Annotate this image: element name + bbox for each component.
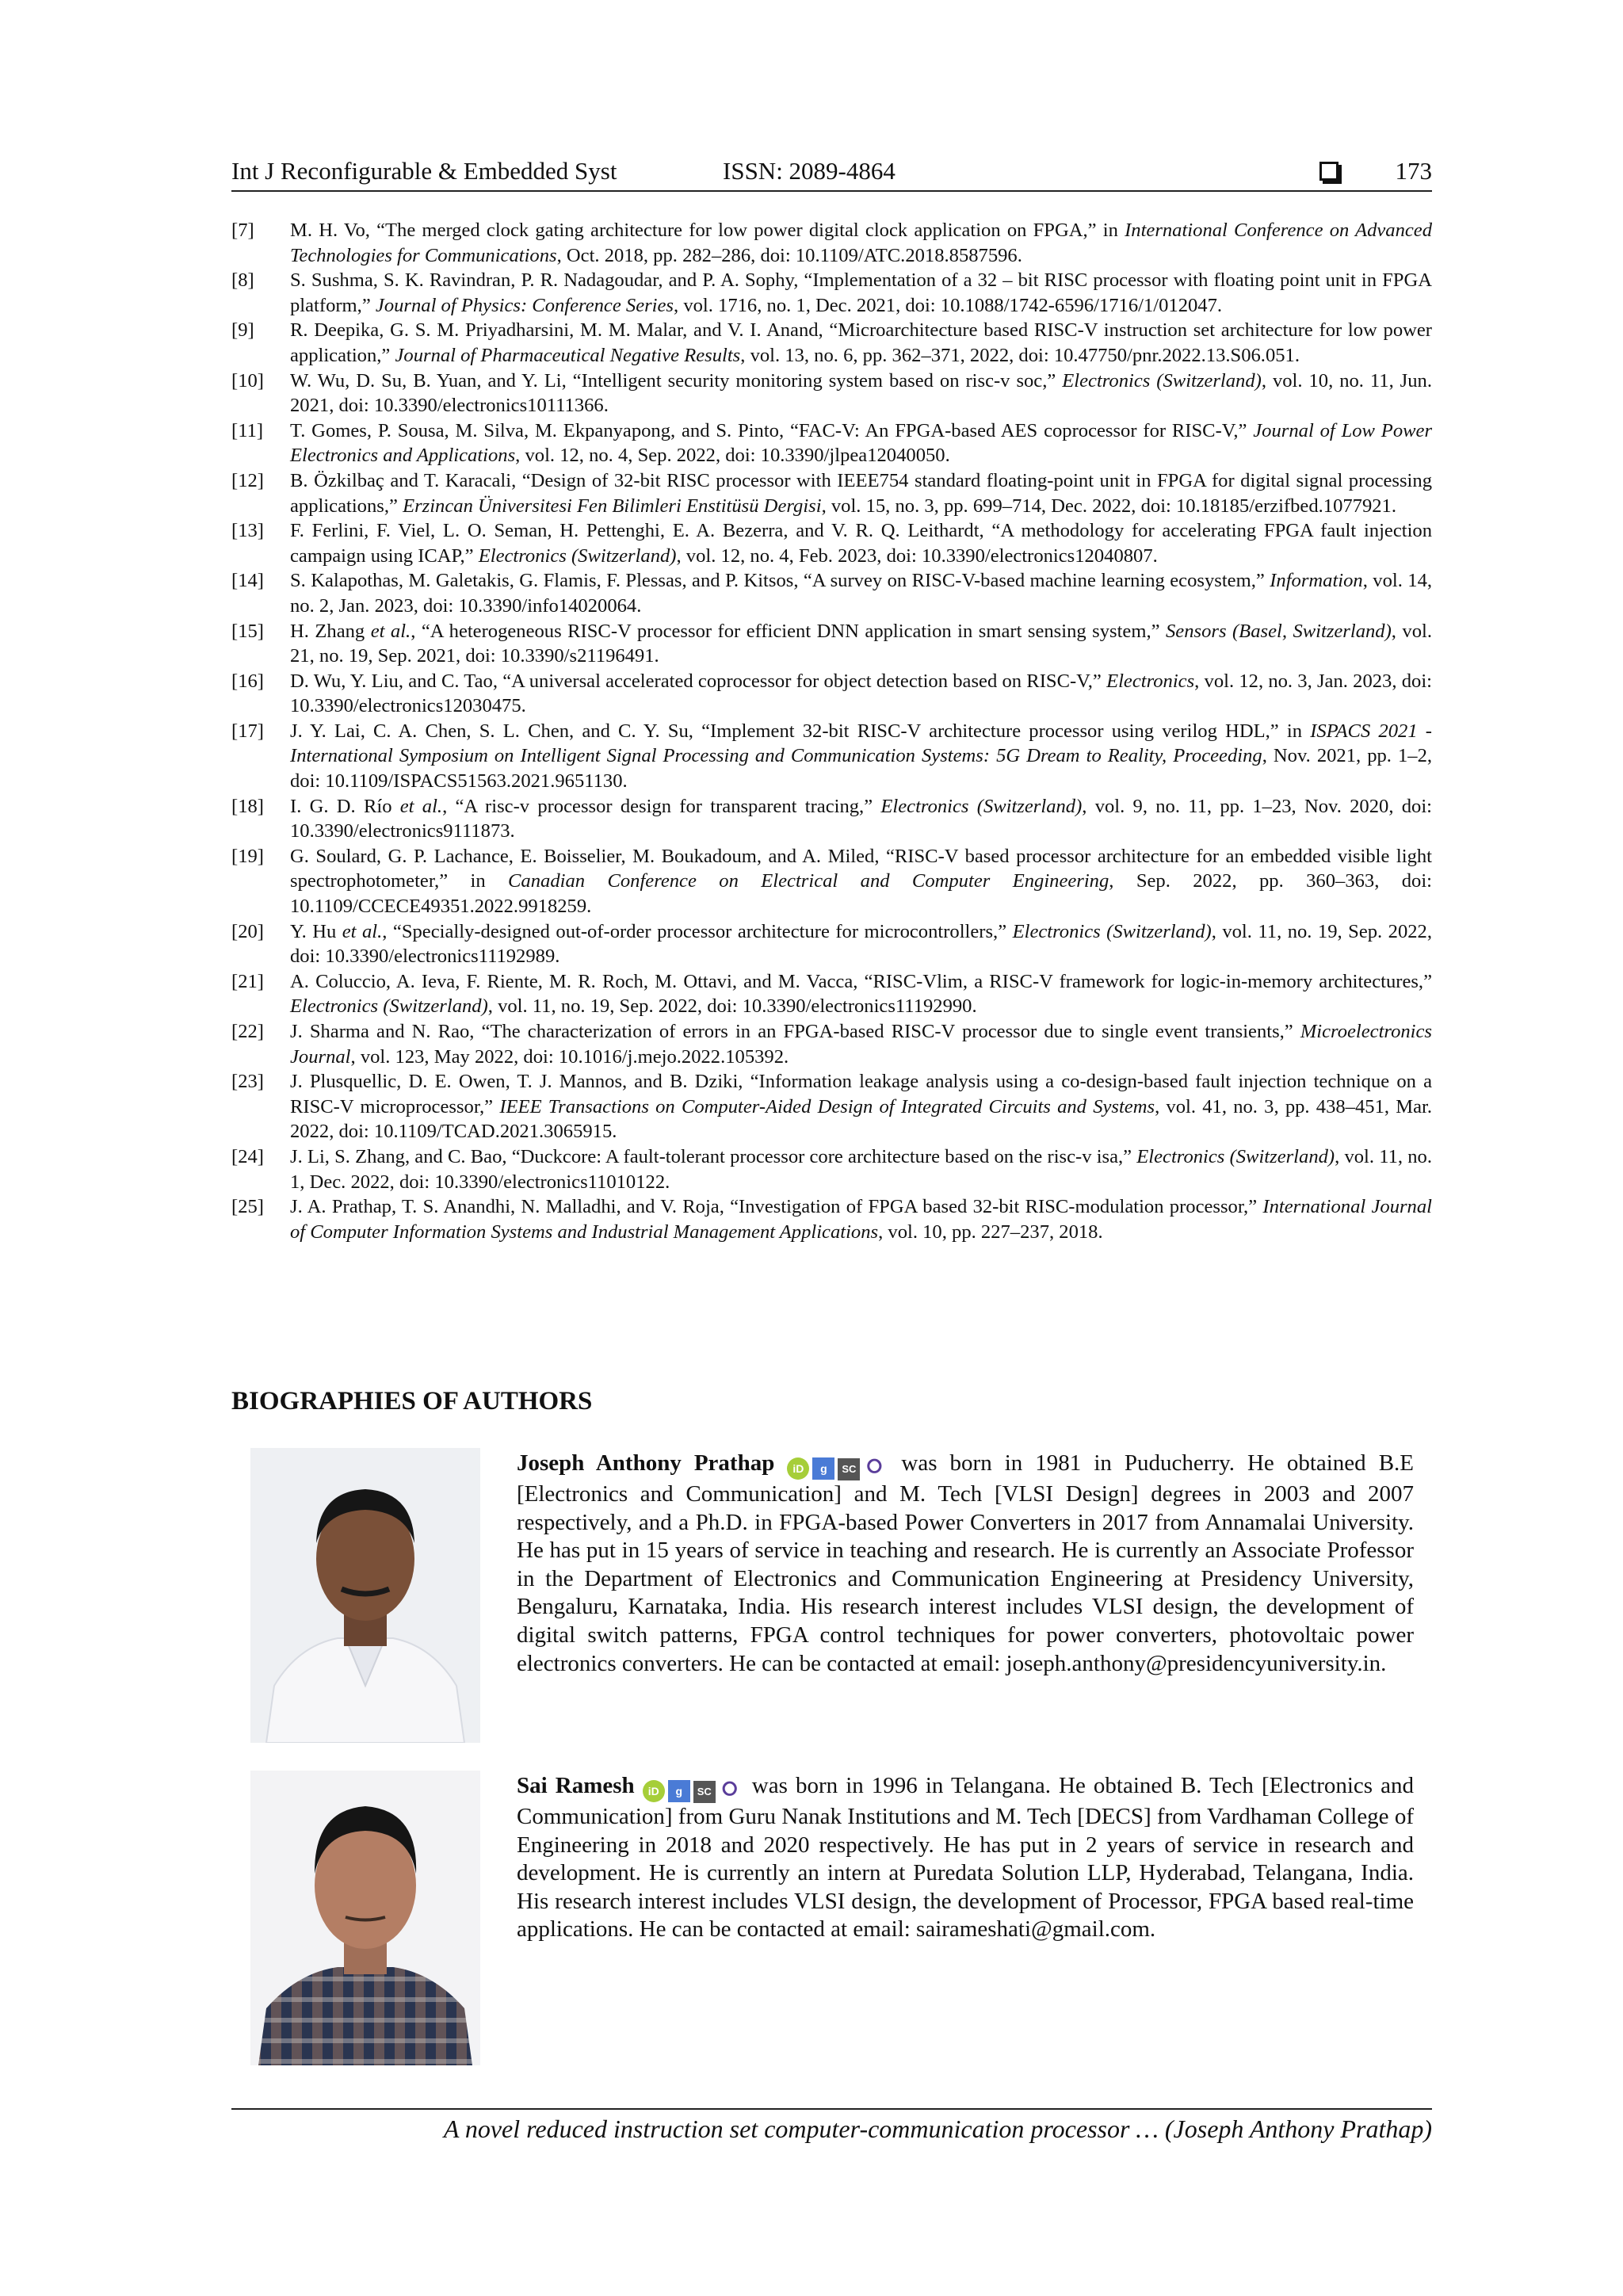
author-bio-text xyxy=(517,1450,1414,1678)
reference-authors-title: T. Gomes, P. Sousa, M. Silva, M. Ekpanyapong, and S. Pinto, “FAC-V: An FPGA-based AES coprocessor for RISC-V,” xyxy=(290,419,1254,441)
page-number: 173 xyxy=(1395,157,1432,185)
reference-title: , “Specially-designed out-of-order processor architecture for microcontrollers,” xyxy=(382,920,1013,942)
orcid-icon[interactable]: iD xyxy=(643,1780,665,1802)
reference-venue: Electronics (Switzerland) xyxy=(290,995,488,1018)
author-name: Joseph Anthony Prathap xyxy=(517,1450,775,1476)
reference-details: , vol. 41, no. 3, pp. 438–451, Mar. 2022, doi: 10.1109/TCAD.2021.3065915. xyxy=(290,1095,1432,1143)
reference-number: [12] xyxy=(231,469,264,491)
reference-details: , vol. 14, no. 2, Jan. 2023, doi: 10.3390/info14020064. xyxy=(290,570,1433,617)
reference-item xyxy=(231,969,1432,1019)
reference-et-al: et al. xyxy=(399,795,443,817)
reference-number: [16] xyxy=(231,670,264,692)
reference-details: , vol. 10, pp. 227–237, 2018. xyxy=(878,1221,1103,1243)
reference-venue: ISPACS 2021 - International Symposium on Intelligent Signal Processing and Communication Systems: 5G Dream to Reality, Proceeding xyxy=(290,720,1432,767)
reference-venue: Journal of Low Power Electronics and Applications xyxy=(290,419,1433,467)
reference-item xyxy=(231,719,1432,794)
reference-item xyxy=(231,1144,1432,1194)
reference-item xyxy=(231,418,1432,468)
author-photo xyxy=(250,1771,480,2065)
reference-details: , vol. 10, no. 11, Jun. 2021, doi: 10.3390/electronics10111366. xyxy=(290,369,1432,417)
footer-rule xyxy=(231,2108,1432,2110)
reference-number: [19] xyxy=(231,845,264,867)
reference-number: [9] xyxy=(231,319,254,342)
author-name: Sai Ramesh xyxy=(517,1773,635,1798)
reference-details: , vol. 1716, no. 1, Dec. 2021, doi: 10.1088/1742-6596/1716/1/012047. xyxy=(674,294,1223,316)
reference-venue: Electronics (Switzerland) xyxy=(1136,1145,1335,1167)
reference-number: [18] xyxy=(231,795,264,817)
journal-name: Int J Reconfigurable & Embedded Syst xyxy=(231,157,617,185)
reference-authors-title: J. Li, S. Zhang, and C. Bao, “Duckcore: A fault-tolerant processor core architecture based on the risc-v isa,” xyxy=(290,1145,1137,1167)
scopus-icon[interactable]: SC xyxy=(838,1458,860,1480)
reference-venue: International Conference on Advanced Technologies for Communications xyxy=(290,220,1432,266)
reference-item xyxy=(231,468,1432,518)
reference-item xyxy=(231,619,1432,669)
reference-details: , vol. 12, no. 4, Feb. 2023, doi: 10.3390/electronics12040807. xyxy=(676,544,1158,567)
reference-number: [17] xyxy=(231,720,264,742)
checkbox-square-icon xyxy=(1319,162,1338,181)
reference-number: [10] xyxy=(231,369,264,392)
reference-authors-title: H. Zhang xyxy=(290,620,371,642)
reference-number: [11] xyxy=(231,419,264,441)
reference-item xyxy=(231,369,1432,418)
reference-et-al: et al. xyxy=(370,620,411,642)
reference-venue: Electronics (Switzerland) xyxy=(880,795,1083,817)
reference-details: , vol. 11, no. 19, Sep. 2022, doi: 10.3390/electronics11192989. xyxy=(290,920,1432,968)
reference-number: [20] xyxy=(231,920,264,942)
reference-title: , “A heterogeneous RISC-V processor for efficient DNN application in smart sensing system,” xyxy=(411,620,1166,642)
reference-authors-title: J. A. Prathap, T. S. Anandhi, N. Malladhi, and V. Roja, “Investigation of FPGA based 32-bit RISC-modulation processor,” xyxy=(290,1196,1263,1218)
reference-authors-title: G. Soulard, G. P. Lachance, E. Boisselier, M. Boukadoum, and A. Miled, “RISC-V based processor architecture for an embedded visible light spectrophotometer,” in xyxy=(290,845,1432,892)
reference-authors-title: J. Y. Lai, C. A. Chen, S. L. Chen, and C. Y. Su, “Implement 32-bit RISC-V architecture processor using verilog HDL,” in xyxy=(290,720,1311,742)
web-of-science-icon[interactable]: ⭘ xyxy=(722,1778,738,1800)
reference-details: , vol. 123, May 2022, doi: 10.1016/j.mejo.2022.105392. xyxy=(350,1045,789,1068)
reference-details: , vol. 11, no. 19, Sep. 2022, doi: 10.3390/electronics11192990. xyxy=(487,995,977,1018)
reference-authors-title: M. H. Vo, “The merged clock gating architecture for low power digital clock application on FPGA,” in xyxy=(290,220,1125,241)
reference-item xyxy=(231,794,1432,844)
reference-item xyxy=(231,268,1432,318)
reference-item xyxy=(231,568,1432,618)
reference-item xyxy=(231,218,1432,268)
reference-authors-title: F. Ferlini, F. Viel, L. O. Seman, H. Pettenghi, E. A. Bezerra, and V. R. Q. Leithardt, “A methodology for accelerating FPGA fault injection campaign using ICAP,” xyxy=(290,520,1432,567)
reference-et-al: et al. xyxy=(342,920,383,942)
web-of-science-icon[interactable]: ⭘ xyxy=(866,1456,882,1477)
google-scholar-icon[interactable]: g xyxy=(668,1780,690,1802)
reference-number: [23] xyxy=(231,1071,264,1093)
reference-authors-title: A. Coluccio, A. Ieva, F. Riente, M. R. Roch, M. Ottavi, and M. Vacca, “RISC-Vlim, a RISC-V framework for logic-in-memory architectures,” xyxy=(290,970,1432,992)
reference-venue: Electronics (Switzerland) xyxy=(1012,920,1212,942)
reference-item xyxy=(231,669,1432,719)
reference-venue: IEEE Transactions on Computer-Aided Design of Integrated Circuits and Systems xyxy=(499,1095,1155,1117)
reference-authors-title: D. Wu, Y. Liu, and C. Tao, “A universal accelerated coprocessor for object detection based on RISC-V,” xyxy=(290,670,1107,692)
reference-item xyxy=(231,318,1432,368)
reference-number: [15] xyxy=(231,620,264,642)
reference-authors-title: J. Sharma and N. Rao, “The characterization of errors in an FPGA-based RISC-V processor due to single event transients,” xyxy=(290,1021,1300,1042)
reference-item xyxy=(231,919,1432,969)
reference-authors-title: R. Deepika, G. S. M. Priyadharsini, M. M. Malar, and V. I. Anand, “Microarchitecture based RISC-V instruction set architecture for low power application,” xyxy=(290,319,1432,366)
reference-venue: Journal of Pharmaceutical Negative Results xyxy=(395,344,741,366)
reference-item xyxy=(231,1069,1432,1144)
reference-number: [8] xyxy=(231,269,254,292)
reference-venue: Canadian Conference on Electrical and Computer Engineering xyxy=(508,870,1109,892)
reference-list xyxy=(231,218,1432,1244)
reference-authors-title: B. Özkilbaç and T. Karacali, “Design of 32-bit RISC processor with IEEE754 standard floating-point unit in FPGA for digital signal processing applications,” xyxy=(290,469,1432,517)
reference-title: , “A risc-v processor design for transparent tracing,” xyxy=(442,795,881,817)
reference-venue: Erzincan Üniversitesi Fen Bilimleri Enstitüsü Dergisi xyxy=(403,495,822,517)
author-photo xyxy=(250,1448,480,1743)
reference-item xyxy=(231,844,1432,919)
reference-details: , vol. 15, no. 3, pp. 699–714, Dec. 2022, doi: 10.18185/erzifbed.1077921. xyxy=(821,495,1396,517)
reference-authors-title: S. Sushma, S. K. Ravindran, P. R. Nadagoudar, and P. A. Sophy, “Implementation of a 32 – bit RISC processor with floating point unit in FPGA platform,” xyxy=(290,269,1432,316)
author-description: was born in 1996 in Telangana. He obtained B. Tech [Electronics and Communication] from Guru Nanak Institutions and M. Tech [DECS] from Vardhaman College of Engineering in 2018 and 2020 respectively. He has put in 2 years of service in research and development. He is currently an intern at Puredata Solution LLP, Hyderabad, Telangana, India. His research interest includes VLSI design, the development of Processor, FPGA based real-time applications. He can be contacted at email: sairameshati@gmail.com. xyxy=(517,1773,1415,1943)
reference-authors-title: W. Wu, D. Su, B. Yuan, and Y. Li, “Intelligent security monitoring system based on risc-v soc,” xyxy=(290,369,1063,392)
running-header xyxy=(231,155,1432,192)
reference-details: , vol. 13, no. 6, pp. 362–371, 2022, doi: 10.47750/pnr.2022.13.S06.051. xyxy=(740,344,1300,366)
scopus-icon[interactable]: SC xyxy=(693,1781,716,1803)
reference-details: , vol. 21, no. 19, Sep. 2021, doi: 10.3390/s21196491. xyxy=(290,620,1432,667)
reference-details: , vol. 12, no. 3, Jan. 2023, doi: 10.3390/electronics12030475. xyxy=(290,670,1432,717)
reference-item xyxy=(231,518,1432,568)
biographies-heading: BIOGRAPHIES OF AUTHORS xyxy=(231,1387,593,1415)
reference-venue: Electronics (Switzerland) xyxy=(478,544,677,567)
running-footer: A novel reduced instruction set computer-communication processor … (Joseph Anthony Prathap) xyxy=(443,2115,1432,2143)
reference-item xyxy=(231,1194,1432,1244)
reference-number: [7] xyxy=(231,220,254,241)
reference-venue: Electronics (Switzerland) xyxy=(1062,369,1262,392)
google-scholar-icon[interactable]: g xyxy=(812,1457,834,1480)
reference-details: , Sep. 2022, pp. 360–363, doi: 10.1109/CCECE49351.2022.9918259. xyxy=(290,870,1433,918)
reference-authors-title: Y. Hu xyxy=(290,920,342,942)
reference-venue: Sensors (Basel, Switzerland) xyxy=(1166,620,1392,642)
reference-number: [14] xyxy=(231,570,264,592)
issn: ISSN: 2089-4864 xyxy=(723,157,896,185)
author-description: was born in 1981 in Puducherry. He obtained B.E [Electronics and Communication] and M. Tech [VLSI Design] degrees in 2003 and 2007 respectively, and a Ph.D. in FPGA-based Power Converters in 2017 from Annamalai University. He has put in 15 years of service in teaching and research. He is currently an Associate Professor in the Department of Electronics and Communication Engineering at Presidency University, Bengaluru, Karnataka, India. His research interest includes VLSI design, the development of digital switch patterns, FPGA control techniques for power converters, photovoltaic power electronics converters. He can be contacted at email: joseph.anthony@presidencyuniversity.in. xyxy=(517,1450,1415,1676)
reference-details: , vol. 12, no. 4, Sep. 2022, doi: 10.3390/jlpea12040050. xyxy=(515,445,950,467)
reference-item xyxy=(231,1019,1432,1069)
reference-details: , vol. 9, no. 11, pp. 1–23, Nov. 2020, doi: 10.3390/electronics9111873. xyxy=(290,795,1432,842)
reference-authors-title: S. Kalapothas, M. Galetakis, G. Flamis, F. Plessas, and P. Kitsos, “A survey on RISC-V-based machine learning ecosystem,” xyxy=(290,570,1270,592)
reference-venue: Information xyxy=(1270,570,1363,592)
reference-authors-title: I. G. D. Río xyxy=(290,795,400,817)
reference-number: [25] xyxy=(231,1196,264,1218)
reference-venue: Journal of Physics: Conference Series xyxy=(375,294,674,316)
reference-authors-title: J. Plusquellic, D. E. Owen, T. J. Mannos, and B. Dziki, “Information leakage analysis using a co-design-based fault injection technique on a RISC-V microprocessor,” xyxy=(290,1071,1432,1117)
reference-details: , Oct. 2018, pp. 282–286, doi: 10.1109/ATC.2018.8587596. xyxy=(556,244,1022,266)
reference-number: [22] xyxy=(231,1021,264,1042)
reference-venue: Microelectronics Journal xyxy=(290,1021,1432,1068)
reference-number: [21] xyxy=(231,970,264,992)
author-bio-text xyxy=(517,1772,1414,1944)
reference-venue: Electronics xyxy=(1106,670,1195,692)
reference-number: [13] xyxy=(231,520,264,542)
orcid-icon[interactable]: iD xyxy=(787,1457,809,1480)
reference-details: , vol. 11, no. 1, Dec. 2022, doi: 10.3390/electronics11010122. xyxy=(290,1145,1432,1193)
reference-venue: International Journal of Computer Information Systems and Industrial Management Applications xyxy=(290,1196,1432,1243)
reference-details: , Nov. 2021, pp. 1–2, doi: 10.1109/ISPACS51563.2021.9651130. xyxy=(290,745,1433,793)
reference-number: [24] xyxy=(231,1145,264,1167)
